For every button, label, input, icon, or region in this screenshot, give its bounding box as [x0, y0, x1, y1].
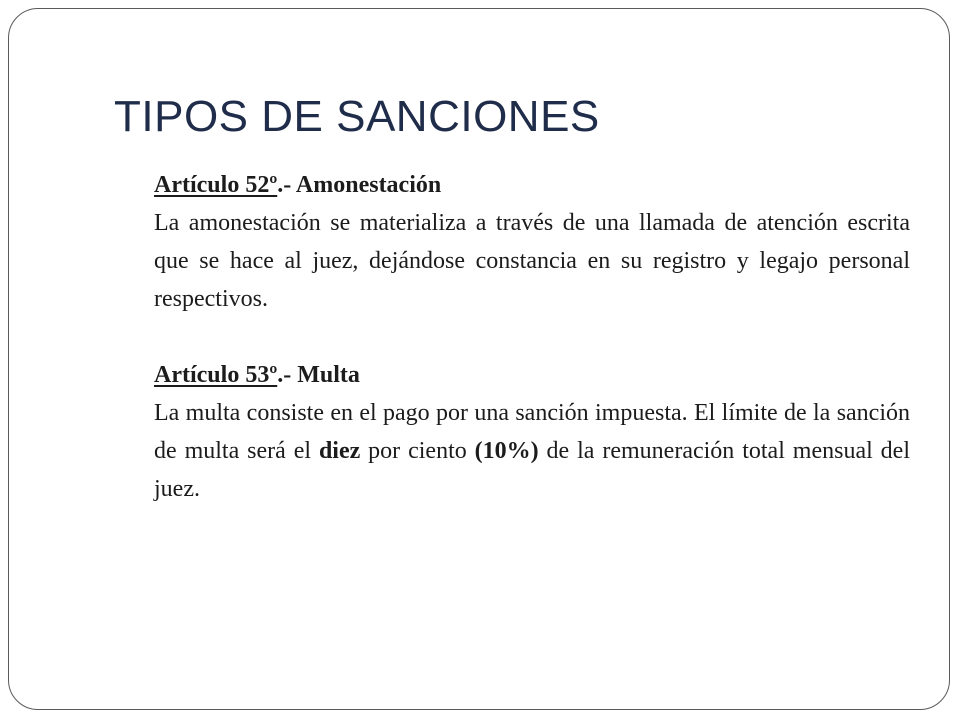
article-52-number: Artículo 52º — [154, 172, 278, 198]
slide-title: TIPOS DE SANCIONES — [114, 92, 600, 141]
slide-content — [154, 166, 910, 508]
article-53-text-part1: La multa consiste en el pago por una sanción impuesta. El límite de la sanción de multa será el — [154, 400, 910, 464]
article-53-number: Artículo 53º — [154, 362, 278, 388]
article-53-text-part2: por ciento — [360, 438, 475, 464]
slide-frame — [8, 8, 950, 710]
article-53-bold-percent: (10%) — [474, 438, 539, 464]
article-53-bold-diez: diez — [318, 438, 361, 464]
article-52-name: .- Amonestación — [277, 172, 442, 198]
article-53-heading — [154, 356, 910, 394]
paragraph-spacer — [154, 318, 910, 356]
article-53-text-part3: de la remuneración total mensual del juez. — [154, 438, 911, 502]
article-53-name: .- Multa — [277, 362, 360, 388]
article-53-text — [154, 394, 910, 508]
article-52-text: La amonestación se materializa a través de una llamada de atención escrita que se hace al juez, dejándose constancia en su registro y legajo personal respectivos. — [154, 210, 910, 312]
article-52-heading — [154, 166, 910, 204]
